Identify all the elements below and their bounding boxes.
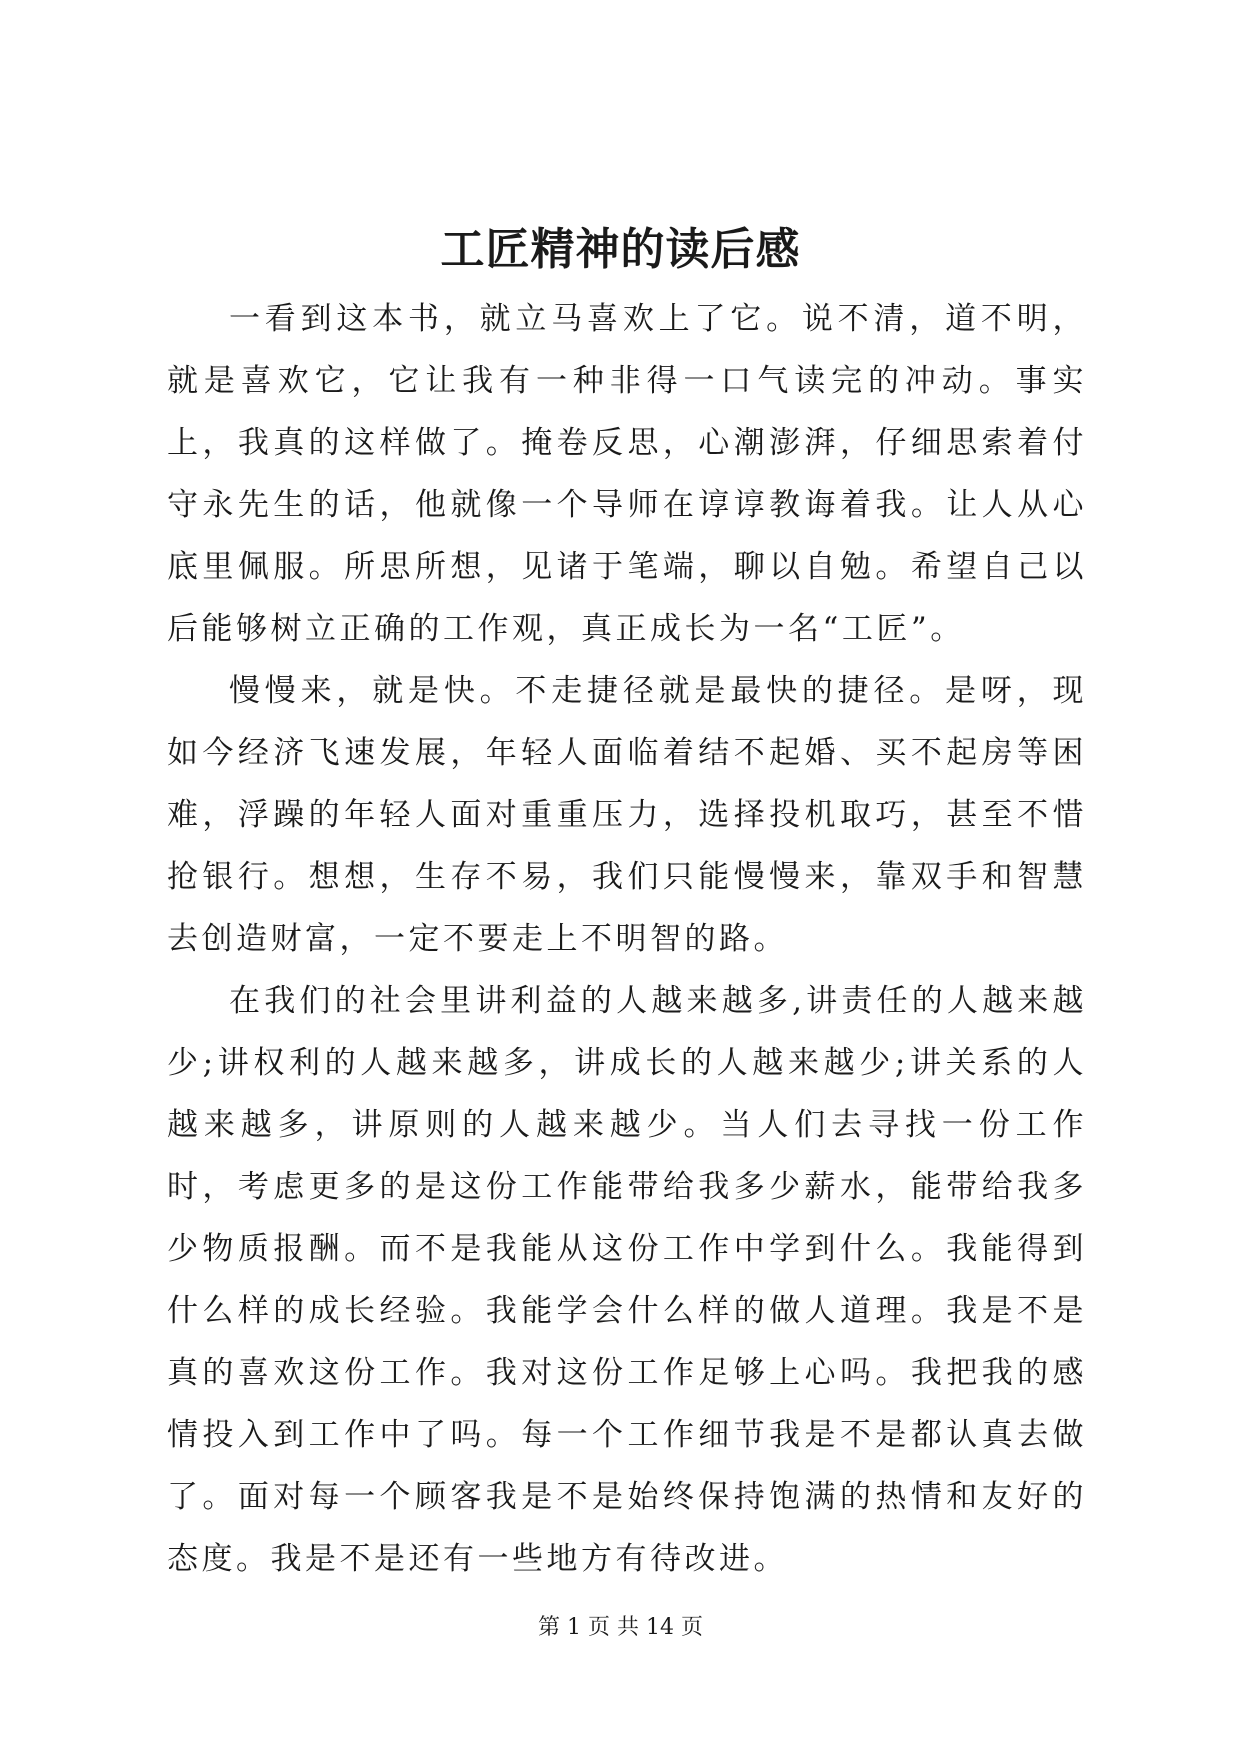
paragraph-2: 慢慢来，就是快。不走捷径就是最快的捷径。是呀，现如今经济飞速发展，年轻人面临着结不起婚、买不起房等困难，浮躁的年轻人面对重重压力，选择投机取巧，甚至不惜抢银行。想想，生存不易，我们只能慢慢来，靠双手和智慧去创造财富，一定不要走上不明智的路。	[167, 673, 1087, 957]
page-number-label: 第 1 页 共 14 页	[538, 1615, 703, 1640]
document-body	[167, 288, 1087, 1590]
page-footer	[0, 1614, 1241, 1642]
document-title: 工匠精神的读后感	[440, 224, 801, 275]
paragraph-1: 一看到这本书，就立马喜欢上了它。说不清，道不明，就是喜欢它，它让我有一种非得一口气读完的冲动。事实上，我真的这样做了。掩卷反思，心潮澎湃，仔细思索着付守永先生的话，他就像一个导师在谆谆教诲着我。让人从心底里佩服。所思所想，见诸于笔端，聊以自勉。希望自己以后能够树立正确的工作观，真正成长为一名“工匠”。	[167, 301, 1087, 647]
paragraph-3: 在我们的社会里讲利益的人越来越多,讲责任的人越来越少;讲权利的人越来越多，讲成长的人越来越少;讲关系的人越来越多，讲原则的人越来越少。当人们去寻找一份工作时，考虑更多的是这份工作能带给我多少薪水，能带给我多少物质报酬。而不是我能从这份工作中学到什么。我能得到什么样的成长经验。我能学会什么样的做人道理。我是不是真的喜欢这份工作。我对这份工作足够上心吗。我把我的感情投入到工作中了吗。每一个工作细节我是不是都认真去做了。面对每一个顾客我是不是始终保持饱满的热情和友好的态度。我是不是还有一些地方有待改进。	[167, 983, 1087, 1577]
